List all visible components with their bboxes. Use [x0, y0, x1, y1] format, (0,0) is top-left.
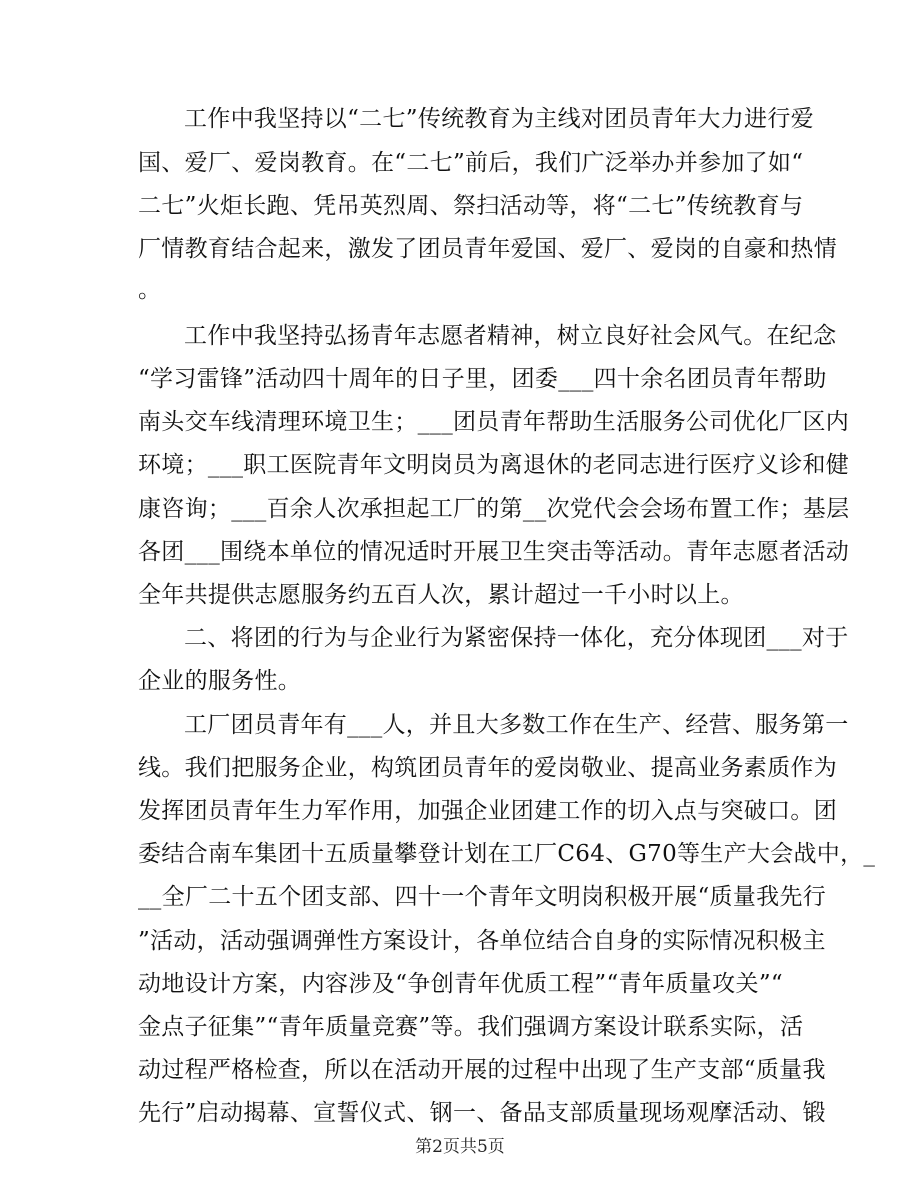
text-line: 线。我们把服务企业，构筑团员青年的爱岗敬业、提高业务素质作为 — [138, 755, 837, 781]
text-line: 各团___围绕本单位的情况适时开展卫生突击等活动。青年志愿者活动 — [138, 539, 850, 565]
text-line: 国、爱厂、爱岗教育。在“二七”前后，我们广泛举办并参加了如“ — [138, 150, 804, 176]
text-line: 二、将团的行为与企业行为紧密保持一体化，充分体现团___对于 — [184, 625, 849, 651]
text-line: 企业的服务性。 — [138, 668, 302, 694]
text-line: 环境；___职工医院青年文明岗员为离退休的老同志进行医疗义诊和健 — [138, 452, 850, 478]
text-line: 。 — [138, 277, 162, 303]
text-line: ”活动，活动强调弹性方案设计，各单位结合自身的实际情况积极主 — [138, 928, 826, 954]
text-line: 南头交车线清理环境卫生；___团员青年帮助生活服务公司优化厂区内 — [138, 409, 850, 435]
text-line: 动地设计方案，内容涉及“争创青年优质工程”“青年质量攻关”“ — [138, 971, 783, 997]
text-line: 工厂团员青年有___人，并且大多数工作在生产、经营、服务第一 — [184, 712, 849, 738]
text-line: 全年共提供志愿服务约五百人次，累计超过一千小时以上。 — [138, 582, 744, 608]
page-footer: 第2页共5页 — [415, 1137, 505, 1157]
text-line: 工作中我坚持以“二七”传统教育为主线对团员青年大力进行爱 — [184, 106, 814, 132]
text-line: “学习雷锋”活动四十周年的日子里，团委___四十余名团员青年帮助 — [138, 366, 827, 392]
text-line: 先行”启动揭幕、宣誓仪式、钢一、备品支部质量现场观摩活动、锻 — [138, 1100, 826, 1126]
text-line: 金点子征集”“青年质量竞赛”等。我们强调方案设计联系实际，活 — [138, 1014, 804, 1040]
text-line: 厂情教育结合起来，激发了团员青年爱国、爱厂、爱岗的自豪和热情 — [138, 236, 837, 262]
text-line: 工作中我坚持弘扬青年志愿者精神，树立良好社会风气。在纪念 — [184, 323, 837, 349]
text-line: __全厂二十五个团支部、四十一个青年文明岗积极开展“质量我先行 — [138, 884, 827, 910]
text-line: 康咨询；___百余人次承担起工厂的第__次党代会会场布置工作；基层 — [138, 496, 850, 522]
text-line: 动过程严格检查，所以在活动开展的过程中出现了生产支部“质量我 — [138, 1057, 826, 1083]
text-line: 委结合南车集团十五质量攀登计划在工厂C64、G70等生产大会战中，_ — [138, 841, 876, 867]
text-line: 二七”火炬长跑、凭吊英烈周、祭扫活动等，将“二七”传统教育与 — [138, 193, 804, 219]
text-line: 发挥团员青年生力军作用，加强企业团建工作的切入点与突破口。团 — [138, 798, 837, 824]
